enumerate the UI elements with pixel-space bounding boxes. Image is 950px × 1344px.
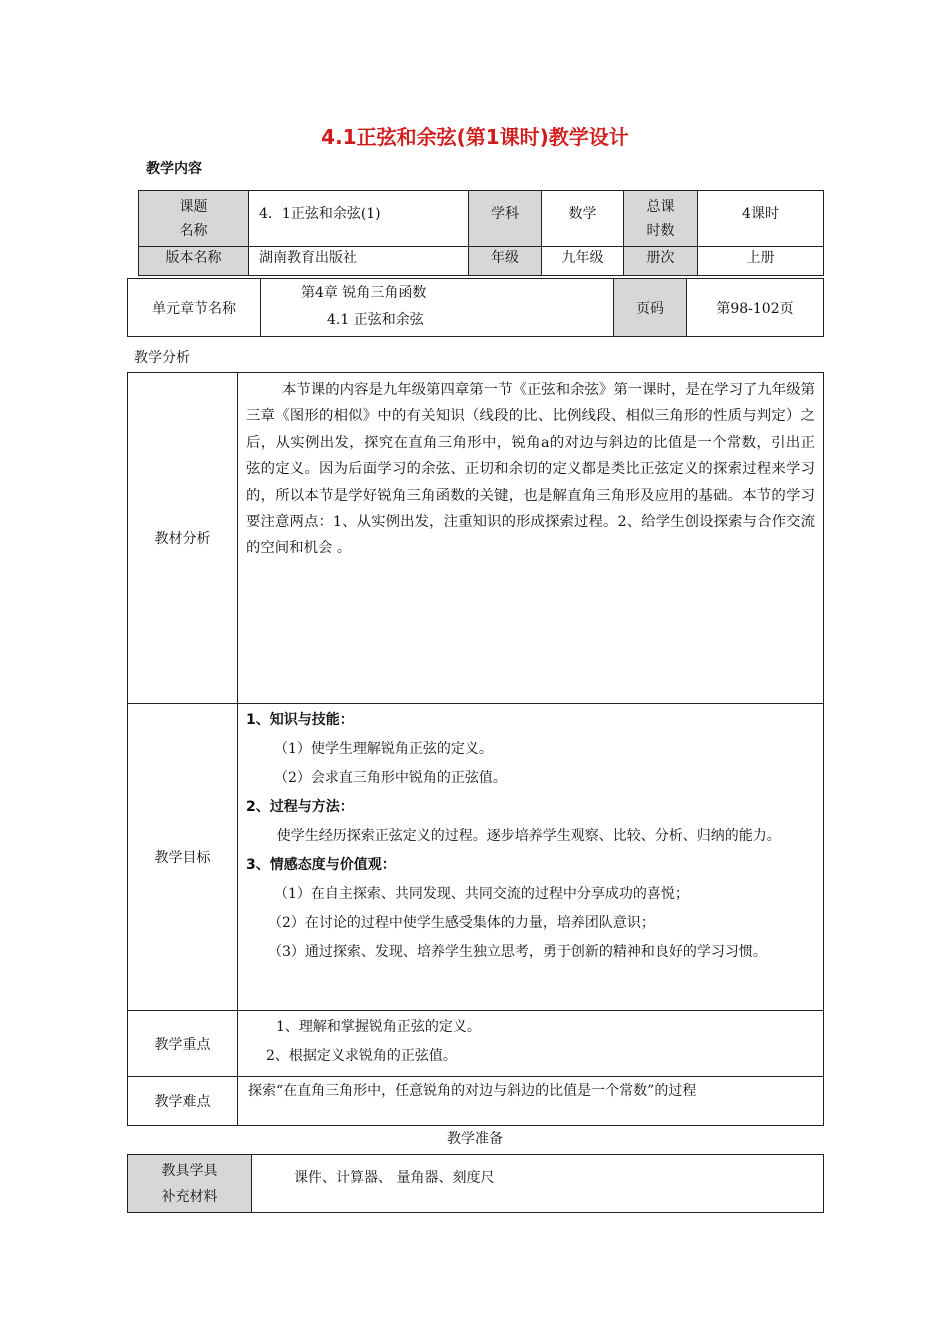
page-label: 页码: [614, 279, 687, 337]
grade-label: 年级: [469, 247, 542, 276]
hours-label: 总课时数: [624, 191, 698, 247]
volume-label: 册次: [624, 247, 698, 276]
teaching-difficulty-label: 教学难点: [128, 1077, 238, 1126]
subject-label: 学科: [469, 191, 542, 247]
volume-value: 上册: [698, 247, 824, 276]
edition-value: 湖南教育出版社: [249, 247, 469, 276]
topic-label: 课题名称: [139, 191, 249, 247]
teaching-key-label: 教学重点: [128, 1011, 238, 1077]
page-title: 4.1正弦和余弦(第1课时)教学设计: [321, 125, 629, 149]
prep-table: [127, 1154, 824, 1213]
teaching-goals-label: 教学目标: [128, 704, 238, 1011]
teaching-key-content: 1、理解和掌握锐角正弦的定义。 2、根据定义求锐角的正弦值。: [238, 1011, 824, 1077]
prep-label: 教具学具 补充材料: [128, 1155, 252, 1213]
prep-value: 课件、计算器、 量角器、刻度尺: [252, 1155, 824, 1213]
section-heading-analysis: 教学分析: [134, 350, 190, 366]
edition-label: 版本名称: [139, 247, 249, 276]
chapter-label: 单元章节名称: [128, 279, 261, 337]
course-info-table: [138, 190, 824, 276]
hours-value: 4课时: [698, 191, 824, 247]
analysis-table: [127, 372, 824, 1126]
material-analysis-label: 教材分析: [128, 373, 238, 704]
chapter-value: 第4章 锐角三角函数 4.1 正弦和余弦: [261, 279, 614, 337]
subject-value: 数学: [542, 191, 624, 247]
section-heading-prep: 教学准备: [447, 1131, 503, 1147]
material-analysis-text: 本节课的内容是九年级第四章第一节《正弦和余弦》第一课时，是在学习了九年级第三章《图形的相似》中的有关知识（线段的比、比例线段、相似三角形的性质与判定）之后，从实例出发，探究在直角三角形中，锐角a的对边与斜边的比值是一个常数，引出正弦的定义。因为后面学习的余弦、正切和余切的定义都是类比正弦定义的探索过程来学习的，所以本节是学好锐角三角函数的关键，也是解直角三角形及应用的基础。本节的学习要注意两点：1、从实例出发，注重知识的形成探索过程。2、给学生创设探索与合作交流的空间和机会 。: [238, 373, 824, 704]
page-value: 第98-102页: [687, 279, 824, 337]
section-heading-content: 教学内容: [146, 161, 202, 177]
teaching-goals-content: 1、知识与技能： （1）使学生理解锐角正弦的定义。 （2）会求直三角形中锐角的正弦值。 2、过程与方法： 使学生经历探索正弦定义的过程。逐步培养学生观察、比较、分析、归纳的能力。 3、情感态度与价值观： （1）在自主探索、共同发现、共同交流的过程中分享成功的喜悦； （2）在讨论的过程中使学生感受集体的力量，培养团队意识； （3）通过探索、发现、培养学生独立思考，勇于创新的精神和良好的学习习惯。: [238, 704, 824, 1011]
chapter-table: [127, 278, 824, 337]
grade-value: 九年级: [542, 247, 624, 276]
teaching-difficulty-content: 探索“在直角三角形中，任意锐角的对边与斜边的比值是一个常数”的过程: [238, 1077, 824, 1126]
topic-value: 4．1正弦和余弦(1): [249, 191, 469, 247]
